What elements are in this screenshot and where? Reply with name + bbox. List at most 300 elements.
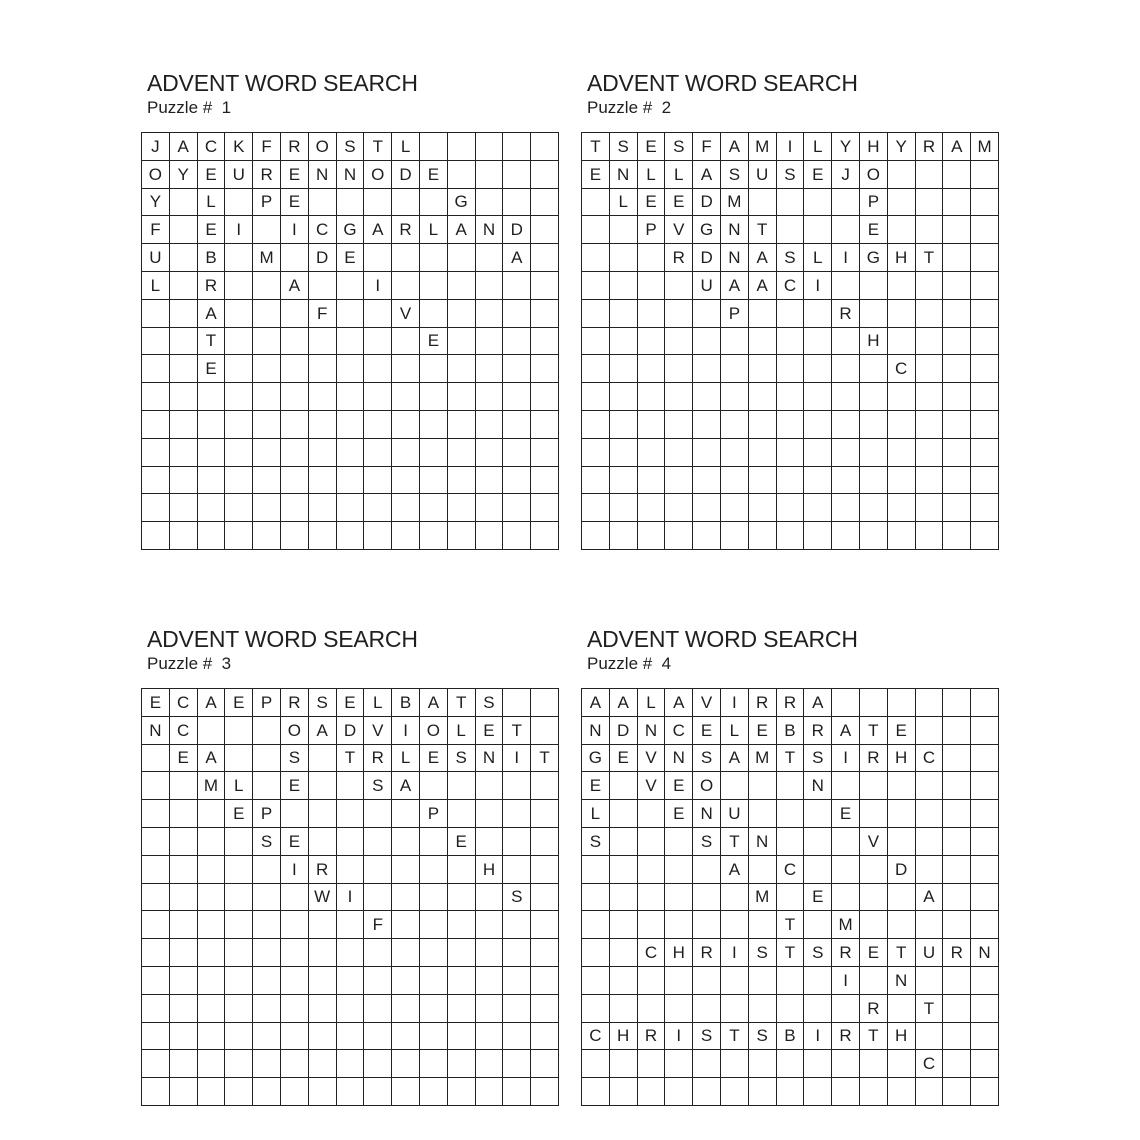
grid-cell [888, 216, 916, 244]
grid-cell [420, 1078, 448, 1106]
grid-cell [693, 856, 721, 884]
grid-cell: D [503, 216, 531, 244]
grid-cell [142, 911, 170, 939]
grid-cell [392, 355, 420, 383]
grid-cell [476, 800, 504, 828]
grid-cell [832, 216, 860, 244]
grid-cell [503, 689, 531, 717]
grid-cell: S [804, 939, 832, 967]
grid-cell: D [392, 161, 420, 189]
grid-cell [971, 411, 999, 439]
grid-cell: S [503, 884, 531, 912]
grid-cell [170, 1023, 198, 1051]
grid-cell [364, 494, 392, 522]
grid-cell [832, 772, 860, 800]
grid-cell: R [364, 745, 392, 773]
grid-cell [476, 244, 504, 272]
grid-cell [943, 967, 971, 995]
grid-cell [364, 884, 392, 912]
grid-cell [749, 856, 777, 884]
grid-cell [665, 1078, 693, 1106]
grid-cell [916, 800, 944, 828]
grid-cell [971, 161, 999, 189]
grid-cell [476, 911, 504, 939]
grid-cell [777, 995, 805, 1023]
grid-cell [721, 328, 749, 356]
letter-grid [141, 132, 559, 550]
grid-cell [610, 300, 638, 328]
grid-cell [225, 383, 253, 411]
grid-cell [777, 355, 805, 383]
grid-cell [582, 995, 610, 1023]
grid-cell [281, 494, 309, 522]
grid-cell: A [281, 272, 309, 300]
grid-cell [142, 995, 170, 1023]
grid-cell: C [198, 133, 226, 161]
grid-cell [364, 1050, 392, 1078]
grid-cell [364, 411, 392, 439]
grid-cell [309, 522, 337, 550]
grid-cell [476, 1078, 504, 1106]
grid-cell [476, 494, 504, 522]
grid-cell: F [309, 300, 337, 328]
grid-cell [281, 439, 309, 467]
grid-cell [225, 967, 253, 995]
grid-cell [610, 939, 638, 967]
grid-cell [777, 189, 805, 217]
grid-cell [225, 411, 253, 439]
grid-cell: R [916, 133, 944, 161]
grid-cell [503, 911, 531, 939]
grid-cell [476, 522, 504, 550]
grid-cell: E [665, 772, 693, 800]
grid-cell: E [281, 161, 309, 189]
grid-cell [971, 383, 999, 411]
grid-cell: C [170, 717, 198, 745]
grid-cell: D [610, 717, 638, 745]
grid-cell [253, 911, 281, 939]
grid-cell: O [142, 161, 170, 189]
grid-cell [476, 967, 504, 995]
grid-cell: G [337, 216, 365, 244]
grid-cell: L [448, 717, 476, 745]
grid-cell: S [281, 745, 309, 773]
grid-cell [832, 411, 860, 439]
grid-cell: P [253, 689, 281, 717]
grid-cell: E [198, 216, 226, 244]
grid-cell: M [749, 745, 777, 773]
grid-cell [253, 383, 281, 411]
grid-cell: T [916, 244, 944, 272]
grid-cell [610, 828, 638, 856]
grid-cell [364, 800, 392, 828]
grid-cell [448, 800, 476, 828]
grid-cell [225, 828, 253, 856]
grid-cell [943, 1023, 971, 1051]
grid-cell: A [610, 689, 638, 717]
grid-cell [392, 828, 420, 856]
grid-cell: O [860, 161, 888, 189]
grid-cell [693, 1078, 721, 1106]
grid-cell [198, 856, 226, 884]
grid-cell [638, 494, 666, 522]
grid-cell [142, 467, 170, 495]
grid-cell [804, 216, 832, 244]
grid-cell [170, 439, 198, 467]
grid-cell [943, 772, 971, 800]
grid-cell: I [721, 689, 749, 717]
grid-cell [916, 1078, 944, 1106]
grid-cell [888, 995, 916, 1023]
grid-cell [638, 467, 666, 495]
grid-cell [916, 300, 944, 328]
grid-cell [225, 745, 253, 773]
grid-cell [531, 689, 559, 717]
grid-cell [253, 411, 281, 439]
grid-cell: N [142, 717, 170, 745]
grid-cell: I [364, 272, 392, 300]
grid-cell [364, 995, 392, 1023]
grid-cell [971, 1023, 999, 1051]
grid-cell [420, 467, 448, 495]
grid-cell [860, 967, 888, 995]
grid-cell: O [420, 717, 448, 745]
grid-cell [198, 383, 226, 411]
grid-cell [420, 884, 448, 912]
grid-cell: N [693, 800, 721, 828]
grid-cell: M [971, 133, 999, 161]
grid-cell [364, 1023, 392, 1051]
grid-cell [971, 1078, 999, 1106]
grid-cell: R [832, 1023, 860, 1051]
grid-cell [420, 272, 448, 300]
grid-cell [142, 967, 170, 995]
grid-cell [804, 467, 832, 495]
grid-cell [198, 911, 226, 939]
grid-cell [281, 1023, 309, 1051]
grid-cell: S [693, 828, 721, 856]
grid-cell [253, 939, 281, 967]
grid-cell [693, 355, 721, 383]
grid-cell [804, 189, 832, 217]
grid-cell [170, 939, 198, 967]
grid-cell: T [777, 745, 805, 773]
grid-cell [531, 133, 559, 161]
grid-cell: O [309, 133, 337, 161]
grid-cell [582, 939, 610, 967]
grid-cell [448, 772, 476, 800]
grid-cell: O [364, 161, 392, 189]
grid-cell: A [721, 272, 749, 300]
grid-cell [503, 161, 531, 189]
grid-cell [638, 439, 666, 467]
grid-cell [804, 383, 832, 411]
grid-cell: I [804, 1023, 832, 1051]
grid-cell [582, 1078, 610, 1106]
grid-cell [832, 328, 860, 356]
grid-cell [693, 411, 721, 439]
grid-cell [448, 328, 476, 356]
grid-cell [503, 800, 531, 828]
grid-cell [225, 355, 253, 383]
grid-cell [777, 383, 805, 411]
grid-cell [364, 856, 392, 884]
grid-cell [888, 272, 916, 300]
grid-cell [170, 995, 198, 1023]
grid-cell: R [860, 995, 888, 1023]
grid-cell [749, 772, 777, 800]
grid-cell [638, 856, 666, 884]
grid-cell [337, 911, 365, 939]
grid-cell [225, 439, 253, 467]
grid-cell [281, 467, 309, 495]
grid-cell [448, 467, 476, 495]
grid-cell [721, 995, 749, 1023]
grid-cell: S [749, 1023, 777, 1051]
grid-cell: R [281, 689, 309, 717]
grid-cell [253, 884, 281, 912]
grid-cell [476, 383, 504, 411]
grid-cell [749, 439, 777, 467]
grid-cell [531, 383, 559, 411]
grid-cell [309, 494, 337, 522]
grid-cell: R [198, 272, 226, 300]
grid-cell [531, 1050, 559, 1078]
grid-cell: E [198, 161, 226, 189]
grid-cell [832, 494, 860, 522]
grid-cell: B [777, 1023, 805, 1051]
grid-cell [337, 189, 365, 217]
grid-cell: S [253, 828, 281, 856]
grid-cell [503, 467, 531, 495]
grid-cell [476, 272, 504, 300]
grid-cell [503, 300, 531, 328]
grid-cell [503, 133, 531, 161]
grid-cell [665, 439, 693, 467]
grid-cell [916, 717, 944, 745]
grid-cell [582, 355, 610, 383]
grid-cell [503, 328, 531, 356]
grid-cell [693, 967, 721, 995]
grid-cell: N [309, 161, 337, 189]
grid-cell [309, 800, 337, 828]
grid-cell [503, 439, 531, 467]
grid-cell: E [337, 689, 365, 717]
grid-cell [971, 272, 999, 300]
grid-cell [364, 967, 392, 995]
grid-cell: F [693, 133, 721, 161]
grid-cell [916, 216, 944, 244]
grid-cell: N [721, 216, 749, 244]
grid-cell [281, 995, 309, 1023]
grid-cell [638, 995, 666, 1023]
grid-cell [860, 355, 888, 383]
grid-cell: J [832, 161, 860, 189]
grid-cell [281, 800, 309, 828]
grid-cell: K [225, 133, 253, 161]
grid-cell [337, 272, 365, 300]
grid-cell: I [281, 216, 309, 244]
grid-cell [531, 939, 559, 967]
grid-cell [476, 300, 504, 328]
grid-cell: E [142, 689, 170, 717]
grid-cell [476, 161, 504, 189]
grid-cell: S [693, 745, 721, 773]
grid-cell [582, 189, 610, 217]
grid-cell [364, 828, 392, 856]
grid-cell: S [804, 745, 832, 773]
grid-cell: N [888, 967, 916, 995]
grid-cell: V [638, 772, 666, 800]
grid-cell [281, 939, 309, 967]
grid-cell [916, 383, 944, 411]
grid-cell [665, 467, 693, 495]
grid-cell [448, 355, 476, 383]
grid-cell: V [638, 745, 666, 773]
grid-cell: S [777, 161, 805, 189]
grid-cell [888, 772, 916, 800]
grid-cell [225, 884, 253, 912]
grid-cell: A [170, 133, 198, 161]
grid-cell [170, 1050, 198, 1078]
grid-cell [392, 800, 420, 828]
grid-cell [693, 467, 721, 495]
grid-cell [225, 1078, 253, 1106]
grid-cell: T [777, 911, 805, 939]
grid-cell [665, 995, 693, 1023]
grid-cell [943, 439, 971, 467]
grid-cell [610, 995, 638, 1023]
grid-cell [971, 828, 999, 856]
grid-cell: A [582, 689, 610, 717]
grid-cell [392, 439, 420, 467]
grid-cell [804, 355, 832, 383]
puzzle-title: ADVENT WORD SEARCH [147, 626, 418, 652]
grid-cell [610, 244, 638, 272]
grid-cell [971, 911, 999, 939]
grid-cell: R [804, 717, 832, 745]
grid-cell: M [832, 911, 860, 939]
grid-cell [392, 383, 420, 411]
grid-cell [582, 383, 610, 411]
grid-cell [170, 494, 198, 522]
grid-cell: B [198, 244, 226, 272]
grid-cell: S [749, 939, 777, 967]
grid-cell [943, 856, 971, 884]
grid-cell [364, 522, 392, 550]
grid-cell: R [749, 689, 777, 717]
grid-cell [943, 467, 971, 495]
grid-cell [610, 411, 638, 439]
grid-cell: I [832, 967, 860, 995]
grid-cell: S [337, 133, 365, 161]
grid-cell: I [777, 133, 805, 161]
grid-cell [971, 216, 999, 244]
grid-cell [392, 411, 420, 439]
grid-cell [582, 439, 610, 467]
grid-cell [309, 411, 337, 439]
grid-cell [198, 717, 226, 745]
grid-cell [364, 439, 392, 467]
grid-cell [337, 1078, 365, 1106]
grid-cell [420, 383, 448, 411]
grid-cell [860, 1050, 888, 1078]
grid-cell [665, 1050, 693, 1078]
grid-cell: N [582, 717, 610, 745]
grid-cell [943, 328, 971, 356]
grid-cell [309, 1023, 337, 1051]
grid-cell [170, 967, 198, 995]
grid-cell: T [448, 689, 476, 717]
grid-cell [777, 800, 805, 828]
grid-cell [860, 522, 888, 550]
grid-cell [610, 272, 638, 300]
grid-cell [777, 828, 805, 856]
grid-cell [665, 272, 693, 300]
grid-cell [225, 189, 253, 217]
grid-cell [309, 967, 337, 995]
grid-cell [610, 884, 638, 912]
grid-cell [476, 1050, 504, 1078]
grid-cell: S [693, 1023, 721, 1051]
grid-cell: U [721, 800, 749, 828]
grid-cell [503, 772, 531, 800]
grid-cell [916, 355, 944, 383]
grid-cell: L [225, 772, 253, 800]
grid-cell: A [749, 244, 777, 272]
grid-cell [420, 995, 448, 1023]
grid-cell [170, 411, 198, 439]
grid-cell: R [392, 216, 420, 244]
grid-cell [531, 1078, 559, 1106]
grid-cell [364, 355, 392, 383]
grid-cell: R [281, 133, 309, 161]
grid-cell [531, 189, 559, 217]
grid-cell: R [860, 745, 888, 773]
grid-cell [503, 1023, 531, 1051]
grid-cell [392, 1078, 420, 1106]
grid-cell: A [832, 717, 860, 745]
grid-cell [253, 328, 281, 356]
grid-cell [916, 161, 944, 189]
grid-cell: U [749, 161, 777, 189]
grid-cell [971, 189, 999, 217]
grid-cell [253, 216, 281, 244]
grid-cell [309, 772, 337, 800]
grid-cell [693, 1050, 721, 1078]
grid-cell: T [503, 717, 531, 745]
grid-cell [309, 328, 337, 356]
grid-cell [281, 522, 309, 550]
grid-cell [448, 967, 476, 995]
grid-cell: C [777, 856, 805, 884]
grid-cell [804, 967, 832, 995]
grid-cell: E [476, 717, 504, 745]
grid-cell [476, 828, 504, 856]
grid-cell [364, 1078, 392, 1106]
grid-cell [420, 411, 448, 439]
grid-cell [860, 411, 888, 439]
grid-cell [198, 995, 226, 1023]
grid-cell [503, 1078, 531, 1106]
grid-cell [309, 383, 337, 411]
grid-cell: V [392, 300, 420, 328]
grid-cell [610, 522, 638, 550]
grid-cell [531, 216, 559, 244]
grid-cell [971, 995, 999, 1023]
grid-cell: J [142, 133, 170, 161]
grid-cell [888, 911, 916, 939]
